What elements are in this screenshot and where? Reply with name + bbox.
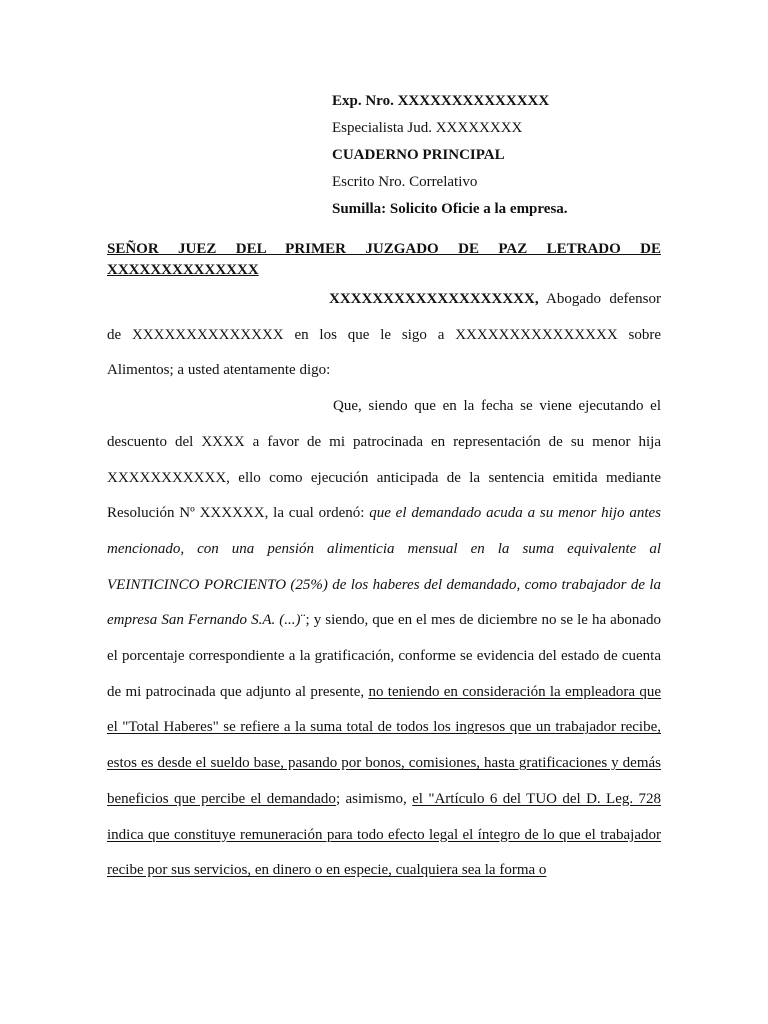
intro-text: Abogado defensor de XXXXXXXXXXXXXX en los que le sigo a XXXXXXXXXXXXXXX sobre Alimentos; a usted atentamente digo: (107, 291, 661, 379)
notebook-label: CUADERNO PRINCIPAL (332, 147, 505, 163)
main-text-1: Que, siendo que en la fecha se viene ejecutando el descuento del XXXX a favor de mi patrocinada en representación de su menor hija XXXXXXXXXXX, ello como ejecución anticipada de la sentencia emitida mediante Resolución Nº XXXXXX, la cual ordenó: (107, 398, 661, 522)
main-paragraph (107, 389, 661, 889)
lawyer-name: XXXXXXXXXXXXXXXXXXX, (329, 291, 539, 307)
intro-paragraph (107, 282, 661, 389)
specialist: Especialista Jud. XXXXXXXX (332, 120, 523, 136)
underlined-argument-1: no teniendo en consideración la empleadora que el "Total Haberes" se refiere a la suma total de todos los ingresos que un trabajador recibe, estos es desde el sueldo base, pasando por bonos, comisiones, hasta gratificaciones y demás beneficios que percibe el demandado (107, 683, 661, 807)
case-number: Exp. Nro. XXXXXXXXXXXXXX (332, 93, 550, 109)
filing-number: Escrito Nro. Correlativo (332, 174, 478, 190)
underlined-argument-2: el "Artículo 6 del TUO del D. Leg. 728 indica que constituye remuneración para todo efecto legal el íntegro de lo que el trabajador recibe por sus servicios, en dinero o en especie, cualquiera sea la forma o (107, 790, 662, 879)
addressee-line-2: XXXXXXXXXXXXXX (107, 262, 259, 278)
main-text-2: ¨; y siendo, que en el mes de diciembre no se le ha abonado el porcentaje correspondiente a la gratificación, conforme se evidencia del estado de cuenta de mi patrocinada que adjunto al presente, (107, 612, 661, 700)
case-header (332, 91, 732, 226)
summary: Sumilla: Solicito Oficie a la empresa. (332, 201, 568, 217)
main-text-3: ; asimismo, (335, 790, 413, 807)
court-order-quote: que el demandado acuda a su menor hijo antes mencionado, con una pensión alimenticia mensual en la suma equivalente al VEINTICINCO PORCIENTO (25%) de los haberes del demandado, como trabajador de la empresa San Fernando S.A. (...) (107, 505, 661, 629)
addressee-line-1: SEÑOR JUEZ DEL PRIMER JUZGADO DE PAZ LETRADO DE (107, 241, 661, 257)
document-body (107, 239, 661, 889)
